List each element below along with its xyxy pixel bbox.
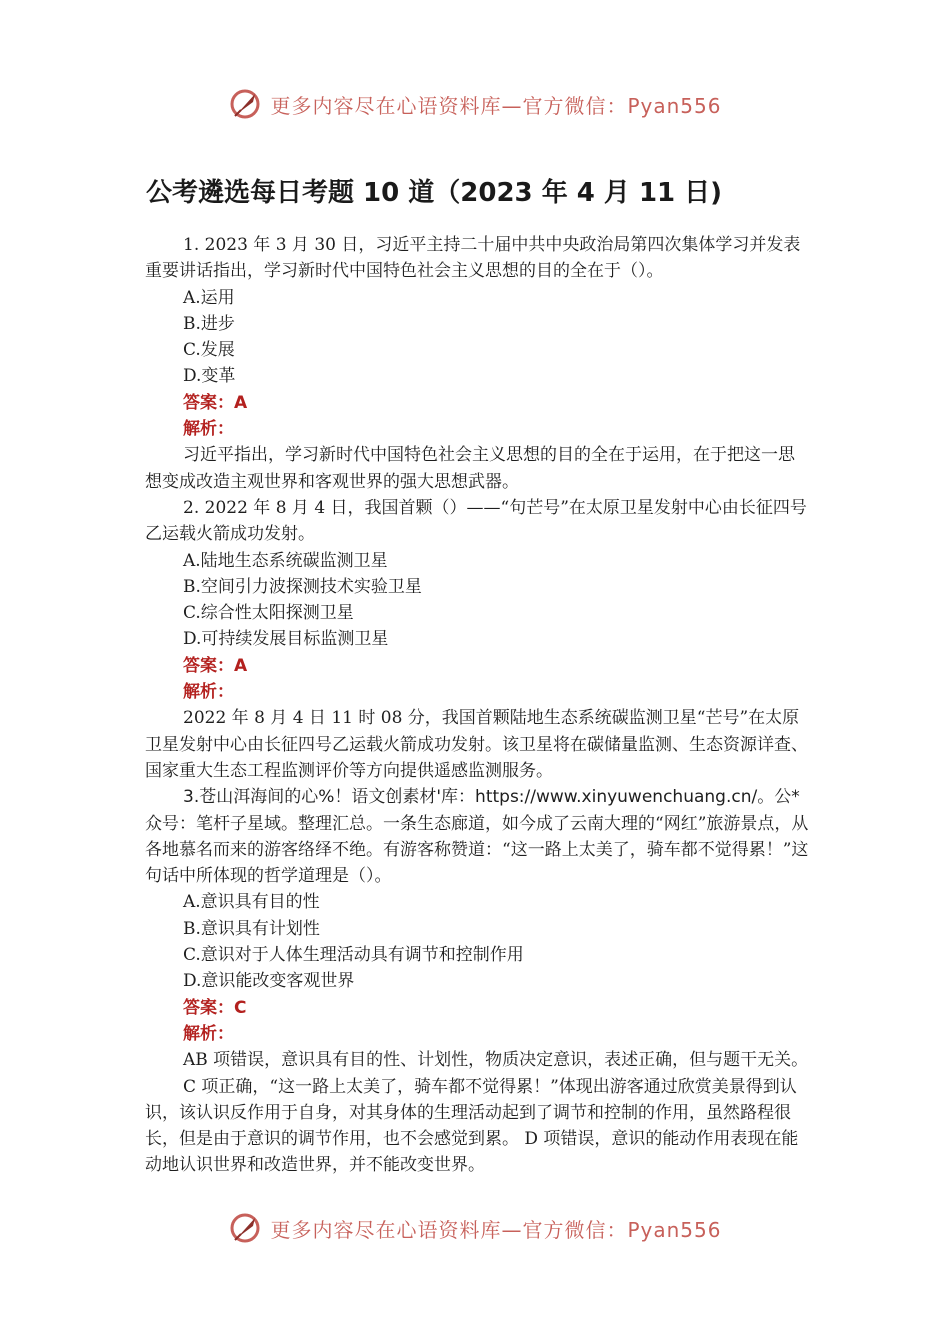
question-3-analysis-2: C 项正确，“这一路上太美了，骑车都不觉得累！”体现出游客通过欣赏美景得到认识，该认识反作用于自身，对其身体的生理活动起到了调节和控制的作用，虽然路程很长，但是由于意识的调节作用，也不会感觉到累。 D 项错误，意识的能动作用表现在能动地认识世界和改造世界，并不能改变世界。: [145, 1076, 799, 1176]
question-3-stem-rest: 一条生态廊道，如今成了云南大理的“网红”旅游景点，从各地慕名而来的游客络绎不绝。有游客称赞道：“这一路上太美了，骑车都不觉得累！”这句话中所体现的哲学道理是（）。: [145, 813, 809, 887]
question-1-analysis-label: 解析：: [183, 419, 234, 440]
quill-logo-icon: [228, 87, 262, 121]
question-2-analysis-label: 解析：: [183, 682, 234, 703]
quill-logo-icon: [228, 1211, 262, 1245]
footer-banner: [0, 1208, 950, 1248]
question-2-option-a: A.陆地生态系统碳监测卫星: [183, 550, 388, 571]
question-3-option-d: D.意识能改变客观世界: [183, 971, 355, 992]
question-3-stem: [145, 784, 810, 889]
header-banner: [0, 84, 950, 124]
question-3-option-c: C.意识对于人体生理活动具有调节和控制作用: [183, 945, 524, 966]
question-3-option-a: A.意识具有目的性: [183, 892, 320, 913]
page-title: 公考遴选每日考题 10 道（2023 年 4 月 11 日): [146, 178, 723, 208]
banner-text: 更多内容尽在心语资料库—官方微信：Pyan556: [270, 93, 722, 118]
question-2-option-d: D.可持续发展目标监测卫星: [183, 629, 389, 650]
question-2-stem: 2. 2022 年 8 月 4 日，我国首颗（）——“句芒号”在太原卫星发射中心由长征四号乙运载火箭成功发射。: [145, 497, 807, 545]
question-3-answer: 答案：C: [183, 997, 247, 1018]
question-3-analysis-1: AB 项错误，意识具有目的性、计划性，物质决定意识，表述正确，但与题干无关。: [183, 1050, 809, 1071]
question-3-option-b: B.意识具有计划性: [183, 918, 320, 939]
question-2-option-b: B.空间引力波探测技术实验卫星: [183, 576, 422, 597]
question-1-option-c: C.发展: [183, 340, 235, 361]
question-1-option-b: B.进步: [183, 313, 235, 334]
document-body: [145, 232, 810, 1179]
question-1-option-d: D.变革: [183, 366, 236, 387]
banner-text: 更多内容尽在心语资料库—官方微信：Pyan556: [270, 1217, 722, 1242]
question-1-analysis: 习近平指出，学习新时代中国特色社会主义思想的目的全在于运用，在于把这一思想变成改造主观世界和客观世界的强大思想武器。: [145, 445, 795, 492]
question-2-analysis: 2022 年 8 月 4 日 11 时 08 分，我国首颗陆地生态系统碳监测卫星“芒号”在太原卫星发射中心由长征四号乙运载火箭成功发射。该卫星将在碳储量监测、生态资源详查、国家重大生态工程监测评价等方向提供遥感监测服务。: [145, 708, 808, 781]
question-1-stem: 1. 2023 年 3 月 30 日，习近平主持二十届中共中央政治局第四次集体学习并发表重要讲话指出，学习新时代中国特色社会主义思想的目的全在于（）。: [145, 235, 801, 282]
question-3-analysis-label: 解析：: [183, 1023, 234, 1044]
question-1-option-a: A.运用: [183, 287, 235, 308]
question-1-answer: 答案：A: [183, 392, 248, 413]
question-3-stem-prefix: 3.苍山洱海间的心%！语文创素材'库：https://www.xinyuwenchuang.cn/。公*众号：笔杆子星域。整理汇总。: [145, 787, 800, 834]
question-2-option-c: C.综合性太阳探测卫星: [183, 603, 354, 624]
question-2-answer: 答案：A: [183, 655, 248, 676]
